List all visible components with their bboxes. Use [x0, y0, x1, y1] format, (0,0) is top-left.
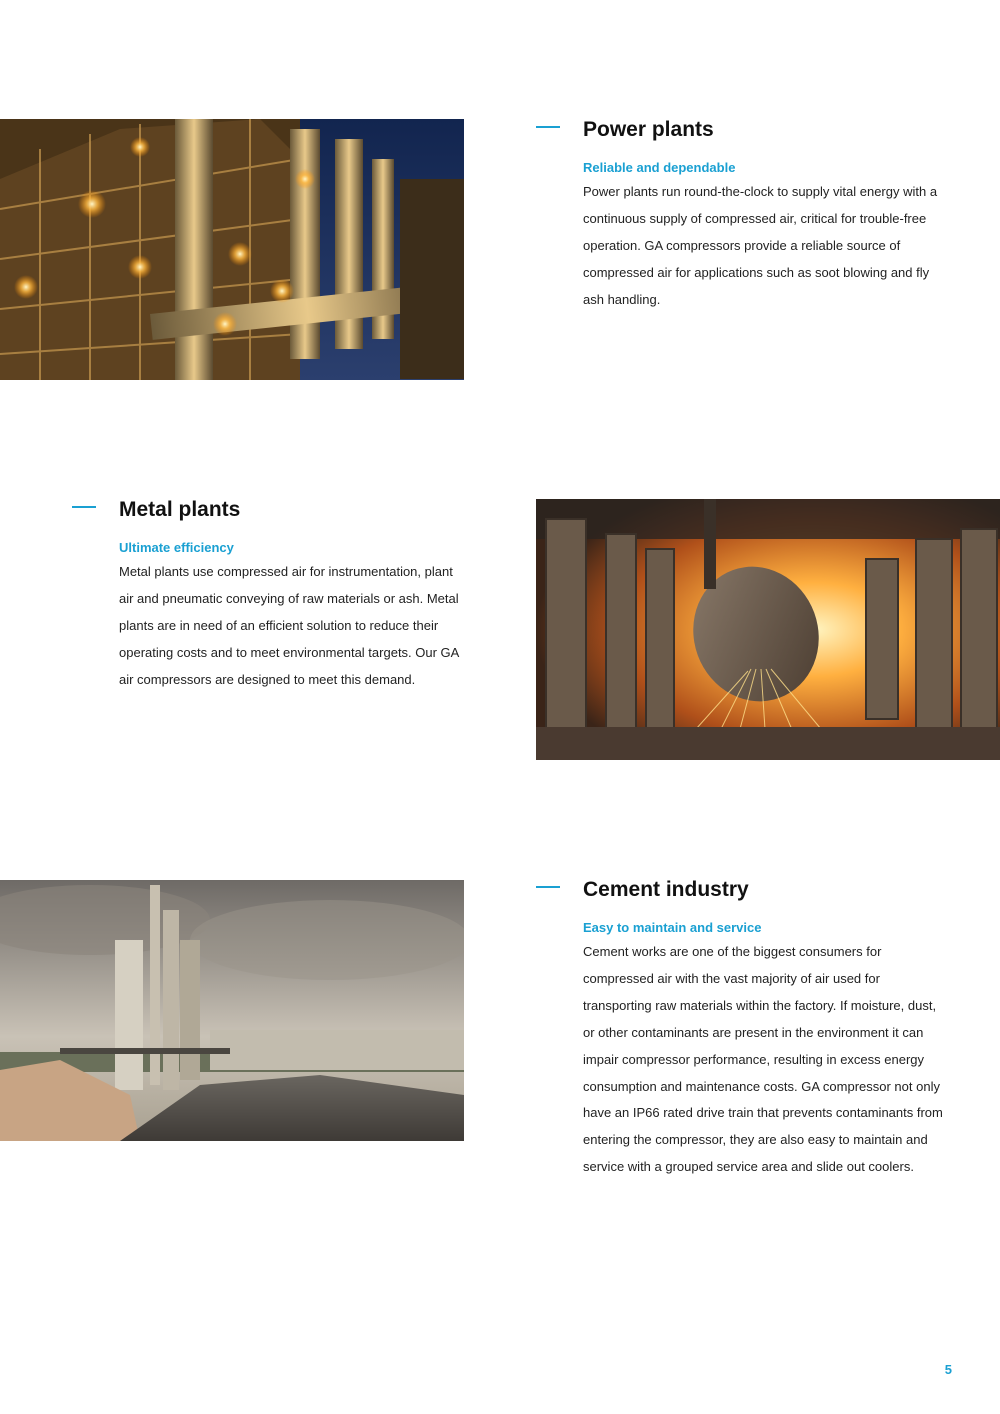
section-title: Metal plants: [119, 498, 241, 521]
power-plants-section: [583, 117, 943, 314]
section-subtitle: Reliable and dependable: [583, 160, 736, 175]
section-dash: [536, 126, 560, 128]
section-subtitle: Easy to maintain and service: [583, 920, 762, 935]
metal-plants-section: [119, 497, 464, 694]
section-dash: [72, 506, 96, 508]
section-body: Metal plants use compressed air for instrumentation, plant air and pneumatic conveying of raw materials or ash. Metal plants are in need of an efficient solution to reduce their operating costs and to meet environmental targets. Our GA air compressors are designed to meet this demand.: [119, 564, 459, 687]
power-plant-photo: [0, 119, 464, 380]
section-title: Power plants: [583, 118, 714, 141]
section-subtitle: Ultimate efficiency: [119, 540, 234, 555]
section-dash: [536, 886, 560, 888]
cement-industry-section: [583, 877, 943, 1181]
metal-plant-photo: [536, 499, 1000, 760]
section-body: Cement works are one of the biggest consumers for compressed air with the vast majority of air used for transporting raw materials within the factory. If moisture, dust, or other contaminants are present in the environment it can impair compressor performance, resulting in excess energy consumption and maintenance costs. GA compressor not only have an IP66 rated drive train that prevents contaminants from entering the compressor, they are also easy to maintain and service with a grouped service area and slide out coolers.: [583, 944, 943, 1175]
cement-plant-photo: [0, 880, 464, 1141]
page-number: 5: [944, 1362, 952, 1377]
section-body: Power plants run round-the-clock to supply vital energy with a continuous supply of compressed air, critical for trouble-free operation. GA compressors provide a reliable source of compressed air for applications such as soot blowing and fly ash handling.: [583, 184, 938, 307]
section-title: Cement industry: [583, 878, 749, 901]
